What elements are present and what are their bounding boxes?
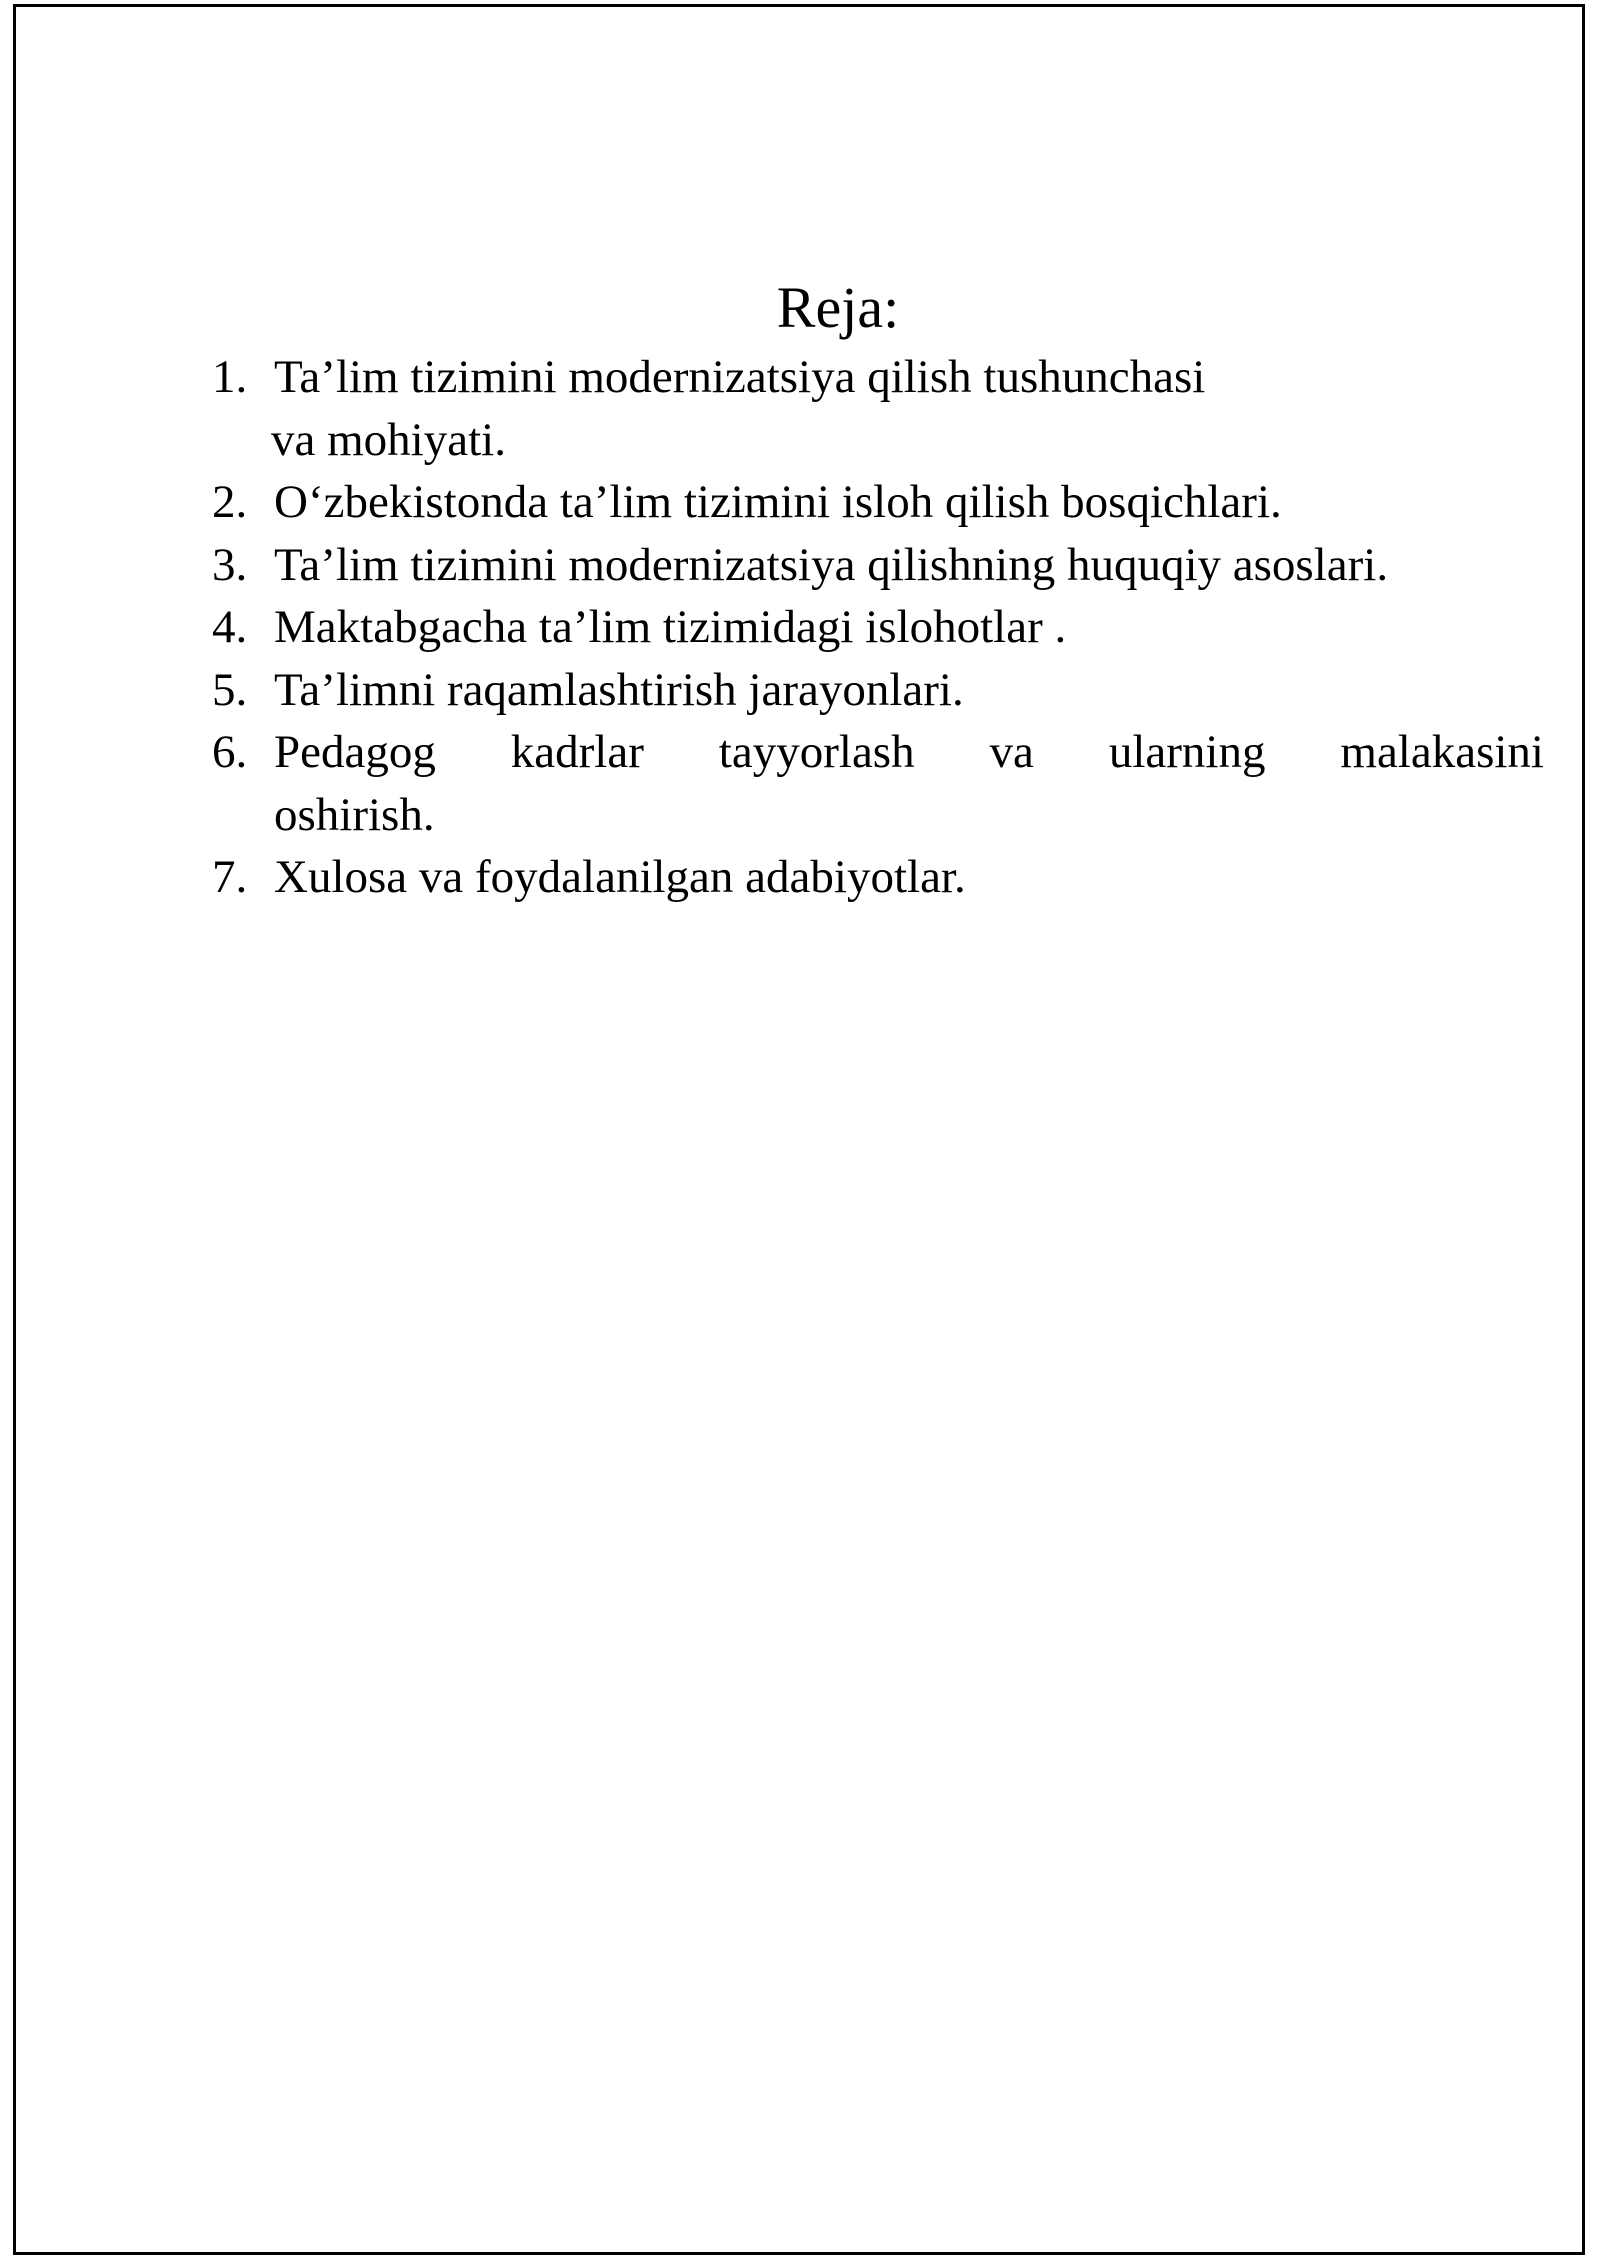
list-item (212, 596, 1552, 659)
plan-list (212, 346, 1552, 909)
item-text: O‘zbekistonda ta’lim tizimini isloh qilish bosqichlari. (274, 476, 1282, 528)
item-number: 4. (212, 601, 248, 653)
plan-title: Reja: (776, 275, 900, 340)
list-item (212, 846, 1552, 909)
item-text: Ta’limni raqamlashtirish jarayonlari. (274, 663, 964, 716)
item-number: 6. (212, 726, 248, 778)
item-line: va mohiyati. (271, 413, 506, 466)
item-text: Xulosa va foydalanilgan adabiyotlar. (274, 851, 966, 903)
item-text: Maktabgacha ta’lim tizimidagi islohotlar . (274, 601, 1067, 653)
item-text: Ta’lim tizimini modernizatsiya qilishning huquqiy asoslari. (274, 538, 1389, 591)
list-item (212, 534, 1552, 597)
item-number: 1. (212, 351, 248, 403)
item-text (274, 721, 1544, 846)
item-number: 2. (212, 476, 248, 528)
item-number: 3. (212, 538, 248, 591)
item-number: 5. (212, 663, 248, 716)
list-item (212, 659, 1552, 722)
item-line: oshirish. (274, 788, 435, 841)
item-text (271, 346, 1544, 471)
list-item (212, 471, 1552, 534)
list-item (212, 721, 1552, 846)
item-number: 7. (212, 851, 248, 903)
list-item (212, 346, 1552, 471)
item-line: Pedagog kadrlar tayyorlash va ularning malakasini (274, 726, 1544, 778)
item-line: Ta’lim tizimini modernizatsiya qilish tushunchasi (274, 351, 1206, 403)
